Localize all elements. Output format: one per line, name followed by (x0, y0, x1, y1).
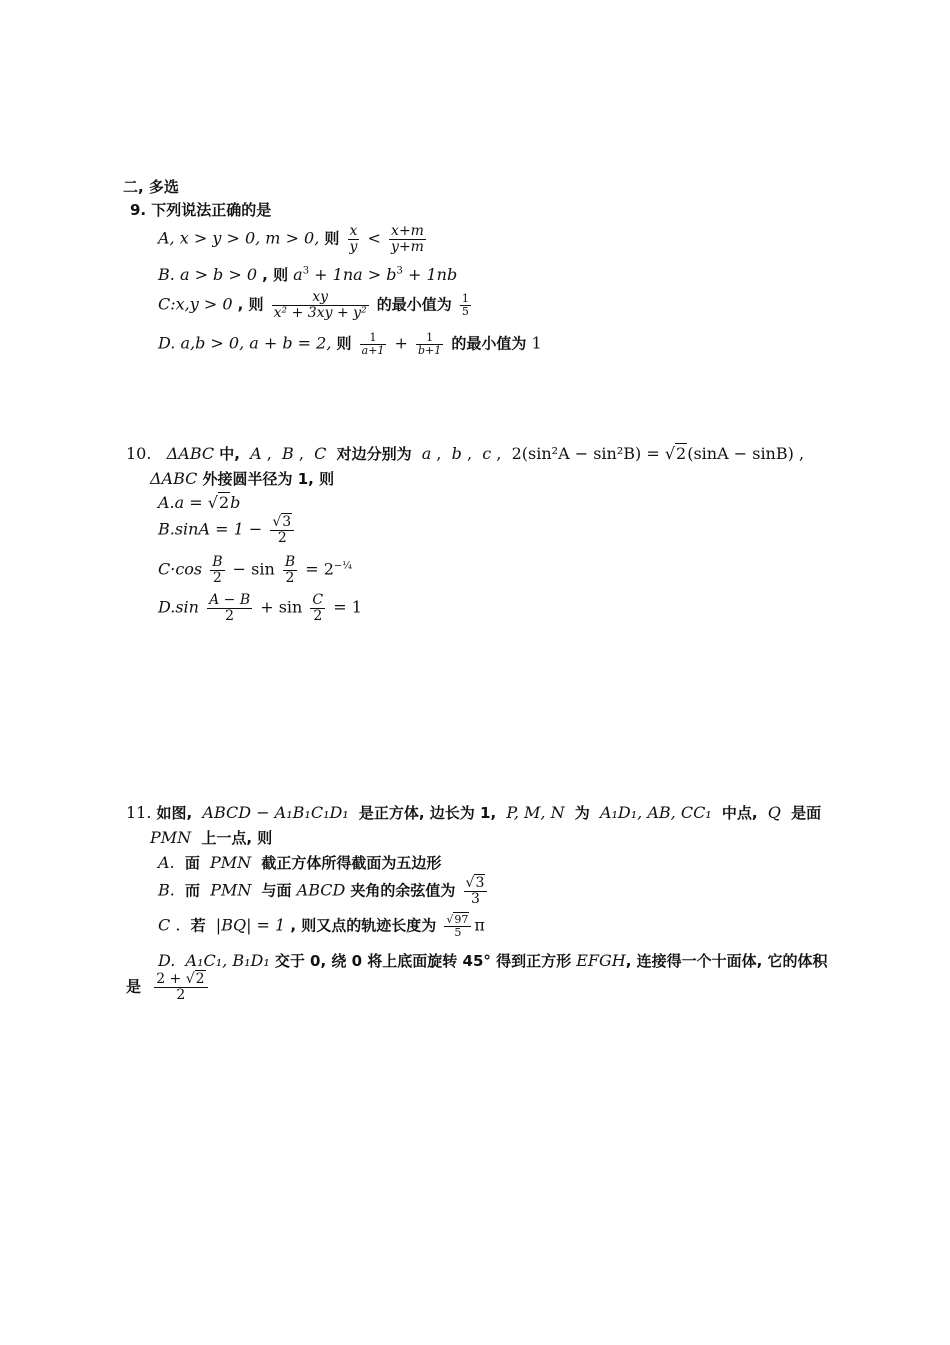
q9-a-lhs-num: x (348, 224, 360, 240)
q10-d-frac-2 (310, 593, 325, 623)
q9-c-den: x² + 3xy + y² (273, 304, 367, 321)
q9-a-rhs-num: x+m (389, 224, 426, 240)
q9-d-label: D. (158, 333, 176, 353)
q9-a-op: < (367, 228, 381, 248)
q11-number: 11. (126, 803, 152, 822)
q9-option-d (158, 332, 542, 356)
q9-b-cond: a > b > 0 (179, 265, 258, 284)
q11-b-yu: 与面 (261, 881, 292, 900)
q10-d-f2-num: C (312, 592, 324, 608)
q11-d-frac: $\frac{2 + √2}{2}$ (154, 972, 207, 1002)
q9-d-frac-1 (360, 332, 387, 356)
q9-stem-line (130, 199, 271, 220)
q11-a-label: A. (158, 853, 175, 872)
q10-option-a: A.a = √2b (158, 493, 241, 512)
q11-d-segs: A₁C₁, B₁D₁ (185, 951, 270, 970)
q11-mid: 是正方体, 边长为 1, (358, 804, 497, 822)
q10-comma-5: , (496, 444, 502, 463)
q9-d-f2-num: 1 (416, 332, 443, 345)
q11-b-er: 而 (185, 881, 201, 900)
q10-comma-1: , (266, 444, 272, 463)
q11-c-text: , 则又点的轨迹长度为 (290, 916, 437, 935)
q11-b-den: 3 (470, 890, 480, 907)
q10-stem-triangle: ΔABC (166, 444, 215, 463)
q10-side-b: b (451, 444, 462, 463)
q9-d-plus: + (394, 333, 408, 353)
q11-stem-line-1 (126, 802, 821, 823)
q11-segs: A₁D₁, AB, CC₁ (599, 803, 712, 822)
q11-c-expr: |BQ| = 1 (215, 915, 286, 935)
q10-vertex-b: B (282, 444, 294, 463)
q10-option-d (158, 593, 362, 623)
q9-d-f1-den: a+1 (361, 343, 385, 357)
q11-a-mian: 面 (184, 854, 200, 872)
q9-c-ans-num: 1 (461, 292, 469, 306)
q9-c-text: 的最小值为 (376, 295, 452, 314)
q10-stem-mid: 中, (219, 445, 240, 463)
q11-b-text: 夹角的余弦值为 (350, 881, 456, 900)
q9-b-expr-m: + 1na > b (309, 265, 397, 284)
q11-c-den: 5 (454, 925, 462, 939)
q11-c-frac: $\frac{√97}{5}$ (444, 914, 471, 938)
q11-d-num-sqrt: 2 (195, 971, 205, 987)
q10-a-tail: b (230, 493, 241, 512)
q11-b-label: B. (158, 880, 175, 900)
q10-comma-3: , (436, 444, 442, 463)
q11-d-num-a: 2 + (156, 971, 186, 987)
q10-c-exp: −¼ (333, 560, 352, 572)
q10-line2-triangle: ΔABC (150, 469, 198, 488)
q10-stem-line-1: 10. ΔABC 中, A , B , C 对边分别为 a , b , c , 2(sin²A − sin²B) = √2(sinA − sinB) , (126, 444, 805, 463)
q9-b-exp-1: 3 (302, 265, 310, 277)
q9-b-expr-r: + 1nb (402, 265, 458, 284)
q9-number: 9. (130, 201, 147, 219)
q10-b-opt: B.sinA = 1 − (158, 519, 263, 539)
q10-d-f1-den: 2 (225, 607, 235, 624)
q11-option-a (158, 852, 441, 873)
q9-c-answer (460, 293, 471, 317)
q10-c-frac-1 (210, 555, 224, 585)
q9-b-then: , 则 (262, 266, 289, 284)
q10-c-opt: C·cos (158, 559, 203, 579)
q10-d-frac-1 (207, 593, 252, 623)
q10-c-eq: = 2 (305, 559, 334, 579)
q11-intro: 如图, (156, 804, 193, 822)
q10-comma-4: , (467, 444, 473, 463)
q11-b-frac: $\frac{√3}{3}$ (464, 876, 488, 906)
q10-stem-line-2 (150, 468, 334, 489)
q9-c-cond: x,y > 0 (175, 294, 233, 314)
q10-option-c (158, 555, 352, 585)
q11-d-label: D. (158, 951, 176, 970)
q9-a-lhs-den: y (349, 238, 358, 255)
q10-comma-6: , (798, 444, 805, 463)
q9-stem: 下列说法正确的是 (151, 201, 272, 219)
q11-d-text1: 交于 0, 绕 0 将上底面旋转 45° 得到正方形 (274, 952, 572, 970)
q9-d-then: 则 (336, 334, 352, 353)
q9-d-cond: a,b > 0, a + b = 2, (180, 333, 332, 353)
q11-c-ruo: 若 (190, 916, 206, 935)
q11-option-c (158, 914, 485, 938)
q11-option-b (158, 876, 490, 906)
q10-d-plus: + sin (260, 597, 303, 617)
q9-c-num: xy (272, 290, 369, 306)
q11-a-text: 截正方体所得截面为五边形 (261, 854, 442, 872)
q10-a-opt: A.a = (158, 493, 208, 512)
q10-vertex-a: A (250, 444, 262, 463)
q10-vertex-c: C (314, 444, 327, 463)
q10-c-f2-den: 2 (285, 569, 295, 586)
q9-c-frac (272, 290, 369, 320)
q11-line2-pmn: PMN (150, 828, 192, 847)
q11-c-num-sqrt: 97 (454, 913, 469, 926)
q9-a-then: 则 (324, 229, 340, 248)
q11-option-d (158, 950, 828, 971)
q11-b-pmn: PMN (210, 880, 252, 900)
q11-solid: ABCD − A₁B₁C₁D₁ (202, 803, 349, 822)
q11-d-shi: 是 (126, 977, 142, 996)
q9-a-rhs-den: y+m (391, 238, 424, 255)
q11-d-den: 2 (176, 986, 186, 1003)
q9-a-cond: x > y > 0, m > 0, (179, 228, 320, 248)
q9-c-label: C: (158, 294, 176, 314)
section-title: 二, 多选 (123, 178, 179, 196)
q10-cond-left: 2(sin²A − sin²B) = (511, 444, 665, 463)
q11-points: P, M, N (506, 803, 565, 822)
q9-option-c (158, 290, 474, 320)
q10-d-opt: D.sin (158, 597, 199, 617)
q9-a-lhs-frac (348, 224, 360, 254)
q9-d-text: 的最小值为 (451, 334, 527, 353)
q9-d-f1-num: 1 (360, 332, 387, 345)
q10-line2-text: 外接圆半径为 1, 则 (202, 470, 335, 488)
q10-d-eq: = 1 (333, 597, 362, 617)
q11-wei: 为 (574, 804, 590, 822)
q10-d-f2-den: 2 (313, 607, 323, 624)
q10-b-num-sqrt: 3 (282, 514, 292, 530)
q10-c-f1-num: B (212, 554, 223, 570)
q9-option-a (158, 224, 429, 254)
q11-stem-line-2 (150, 827, 272, 848)
q10-side-c: c (482, 444, 492, 463)
q11-q: Q (767, 803, 781, 822)
q9-b-label: B. (158, 265, 175, 284)
q11-option-d-line2 (126, 972, 211, 1002)
q11-c-label: C (158, 915, 171, 935)
q11-shimian: 是面 (791, 804, 822, 822)
q9-b-exp-2: 3 (396, 265, 403, 277)
q10-b-den: 2 (277, 529, 287, 546)
q11-a-pmn: PMN (210, 853, 252, 872)
q10-comma-2: , (298, 444, 304, 463)
q10-c-f2-num: B (284, 554, 296, 570)
q10-cond-sqrt: 2 (676, 444, 687, 463)
q10-c-f1-den: 2 (212, 569, 222, 586)
q10-c-minus: − sin (232, 559, 275, 579)
q11-b-abcd: ABCD (296, 880, 346, 900)
q9-a-label: A, (158, 228, 175, 248)
q9-c-then: , 则 (237, 295, 264, 314)
q10-number: 10. (126, 444, 152, 463)
q11-d-text2: , 连接得一个十面体, 它的体积 (625, 952, 828, 970)
q11-b-num-sqrt: 3 (475, 875, 485, 891)
q11-line2-text: 上一点, 则 (201, 829, 273, 847)
q10-side-a: a (421, 444, 432, 463)
q10-b-frac: $\frac{√3}{2}$ (270, 515, 294, 545)
q10-option-b (158, 515, 297, 545)
q10-d-f1-num: A − B (209, 592, 251, 608)
q9-d-f2-den: b+1 (418, 343, 442, 357)
q11-c-pi: π (474, 915, 485, 935)
q10-c-frac-2 (283, 555, 297, 585)
q9-b-expr-l: a (293, 265, 303, 284)
q10-sides-text: 对边分别为 (336, 445, 412, 463)
q9-option-b (158, 264, 457, 285)
q11-zd: 中点, (721, 804, 758, 822)
q9-d-frac-2 (416, 332, 443, 356)
q9-d-answer: 1 (531, 333, 542, 353)
q9-c-ans-den: 5 (461, 304, 469, 318)
q11-c-dot: . (175, 915, 181, 935)
q11-d-efgh: EFGH (576, 951, 626, 970)
q10-a-sqrt: 2 (218, 493, 230, 512)
q9-a-rhs-frac (389, 224, 426, 254)
q10-cond-right: (sinA − sinB) (687, 444, 794, 463)
